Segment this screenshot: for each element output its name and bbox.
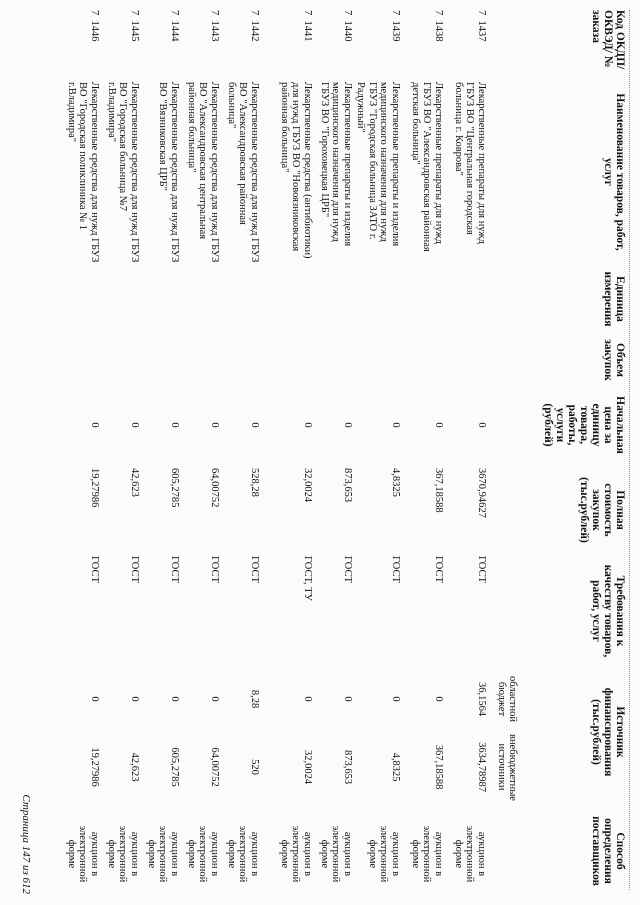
row-method: аукцион в электронной форме <box>453 825 487 883</box>
row-name: Лекарственные средства (антибиотики) для нужд ГБУЗ ВО "Новоязниковская районная больница" <box>279 82 313 259</box>
rotated-table-sheet <box>6 2 632 900</box>
row-requirements: ГОСТ <box>476 556 487 583</box>
row-name: Лекарственные препараты для нужд ГБУЗ ВО "Центральная городская больница г. Коврова" <box>453 82 487 245</box>
row-number: 1440 <box>342 20 353 42</box>
row-total: 19,27986 <box>89 468 100 508</box>
row-regional: 0 <box>302 696 313 702</box>
row-requirements: ГОСТ <box>433 556 444 583</box>
row-extra: 3634,78987 <box>476 742 487 792</box>
row-price: 0 <box>342 422 353 428</box>
row-method: аукцион в электронной форме <box>66 825 100 883</box>
row-regional: 0 <box>390 696 401 702</box>
row-prefix: 7 <box>169 10 180 16</box>
row-name: Лекарственные средства для нужд ГБУЗ ВО "Вязниковская ЦРБ" <box>157 82 180 263</box>
header-method: Способ определения поставщиков <box>590 816 626 886</box>
row-prefix: 7 <box>302 10 313 16</box>
row-extra: 873,653 <box>342 749 353 785</box>
row-name: Лекарственные средства для нужд ГБУЗ ВО "Александровская центральная районная больница" <box>186 82 220 263</box>
header-code: Код ОКДП/ ОКВЭД/ № заказа <box>590 10 626 70</box>
row-name: Лекарственные препараты и изделия медицинского назначения для нужд ГБУЗ "Городская больница ЗАТО г. Радужный" <box>355 82 401 247</box>
row-price: 0 <box>302 422 313 428</box>
row-number: 1442 <box>249 20 260 42</box>
row-number: 1438 <box>433 20 444 42</box>
row-regional: 0 <box>209 696 220 702</box>
row-price: 0 <box>249 422 260 428</box>
header-price: Начальная цена за единицу товара, работы, услуги (рублей) <box>542 396 626 454</box>
row-regional: 0 <box>342 696 353 702</box>
row-total: 528,28 <box>249 468 260 497</box>
row-total: 605,2785 <box>169 468 180 508</box>
row-name: Лекарственные препараты для нужд ГБУЗ ВО "Александровская районная детская больница" <box>410 82 444 252</box>
row-method: аукцион в электронной форме <box>410 825 444 883</box>
header-total: Полная стоимость закупок (тыс.рублей) <box>578 477 626 543</box>
row-total: 367,18588 <box>433 468 444 513</box>
row-requirements: ГОСТ <box>342 556 353 583</box>
row-requirements: ГОСТ <box>249 556 260 583</box>
row-total: 32,0024 <box>302 468 313 503</box>
row-prefix: 7 <box>209 10 220 16</box>
header-financing-source: Источник финансирования (тыс.рублей) <box>590 687 626 777</box>
row-method: аукцион в электронной форме <box>279 825 313 883</box>
row-method: аукцион в электронной форме <box>367 825 401 883</box>
row-method: аукцион в электронной форме <box>106 825 140 883</box>
row-prefix: 7 <box>89 10 100 16</box>
row-price: 0 <box>89 422 100 428</box>
row-prefix: 7 <box>390 10 401 16</box>
row-regional: 0 <box>129 696 140 702</box>
row-price: 0 <box>209 422 220 428</box>
row-prefix: 7 <box>129 10 140 16</box>
header-top-rule <box>625 10 630 890</box>
row-extra: 367,18588 <box>433 744 444 790</box>
row-name: Лекарственные препараты и изделия медицинского назначения для нужд ГБУЗ ВО "Гороховецкая ЦРБ" <box>319 82 353 247</box>
row-extra: 605,2785 <box>169 747 180 787</box>
row-total: 42,623 <box>129 468 140 497</box>
row-regional: 0 <box>169 696 180 702</box>
row-prefix: 7 <box>433 10 444 16</box>
row-extra: 32,0024 <box>302 749 313 785</box>
row-price: 0 <box>433 422 444 428</box>
row-name: Лекарственные средства для нужд ГБУЗ ВО "Городская больница №7 г.Владимира" <box>106 82 140 263</box>
row-extra: 19,27986 <box>89 747 100 787</box>
row-name: Лекарственные средства для нужд ГБУЗ ВО "Александровская районная больница" <box>226 82 260 263</box>
row-regional: 0 <box>89 696 100 702</box>
row-prefix: 7 <box>342 10 353 16</box>
row-total: 873,653 <box>342 468 353 503</box>
subheader-regional-budget: областной бюджет <box>496 676 518 722</box>
row-total: 4,8325 <box>390 468 401 497</box>
row-requirements: ГОСТ <box>89 556 100 583</box>
row-regional: 36,1564 <box>476 681 487 717</box>
row-price: 0 <box>169 422 180 428</box>
row-requirements: ГОСТ <box>209 556 220 583</box>
row-price: 0 <box>390 422 401 428</box>
row-number: 1446 <box>89 20 100 42</box>
row-extra: 4,8325 <box>390 752 401 782</box>
row-total: 3670,94627 <box>476 468 487 518</box>
row-method: аукцион в электронной форме <box>319 825 353 883</box>
row-number: 1439 <box>390 20 401 42</box>
row-name: Лекарственные средства для нужд ГБУЗ ВО "Городская поликлиника № 1 г.Владимира" <box>66 82 100 263</box>
row-extra: 42,623 <box>129 752 140 782</box>
row-method: аукцион в электронной форме <box>186 825 220 883</box>
row-prefix: 7 <box>249 10 260 16</box>
row-number: 1443 <box>209 20 220 42</box>
row-number: 1444 <box>169 20 180 42</box>
header-name: Наименование товаров, работ, услуг <box>602 93 626 251</box>
row-requirements: ГОСТ <box>390 556 401 583</box>
header-volume: Объем закупок <box>602 339 626 381</box>
row-regional: 0 <box>433 696 444 702</box>
row-extra: 64,00752 <box>209 747 220 787</box>
row-price: 0 <box>476 422 487 428</box>
page-number-label: Страница 147 из 612 <box>20 794 32 894</box>
row-extra: 520 <box>249 759 260 775</box>
row-number: 1441 <box>302 20 313 42</box>
row-regional: 8,28 <box>249 689 260 709</box>
row-method: аукцион в электронной форме <box>146 825 180 883</box>
procurement-table <box>6 2 632 900</box>
row-total: 64,00752 <box>209 468 220 508</box>
row-requirements: ГОСТ, ТУ <box>302 556 313 601</box>
header-unit: Единица измерения <box>602 271 626 327</box>
row-method: аукцион в электронной форме <box>226 825 260 883</box>
row-requirements: ГОСТ <box>129 556 140 583</box>
row-number: 1445 <box>129 20 140 42</box>
row-price: 0 <box>129 422 140 428</box>
row-requirements: ГОСТ <box>169 556 180 583</box>
subheader-extra-budget: внебюджетные источники <box>496 734 518 801</box>
row-number: 1437 <box>476 20 487 42</box>
row-prefix: 7 <box>476 10 487 16</box>
header-requirements: Требования к качеству товаров, работ, услуг <box>590 564 626 658</box>
